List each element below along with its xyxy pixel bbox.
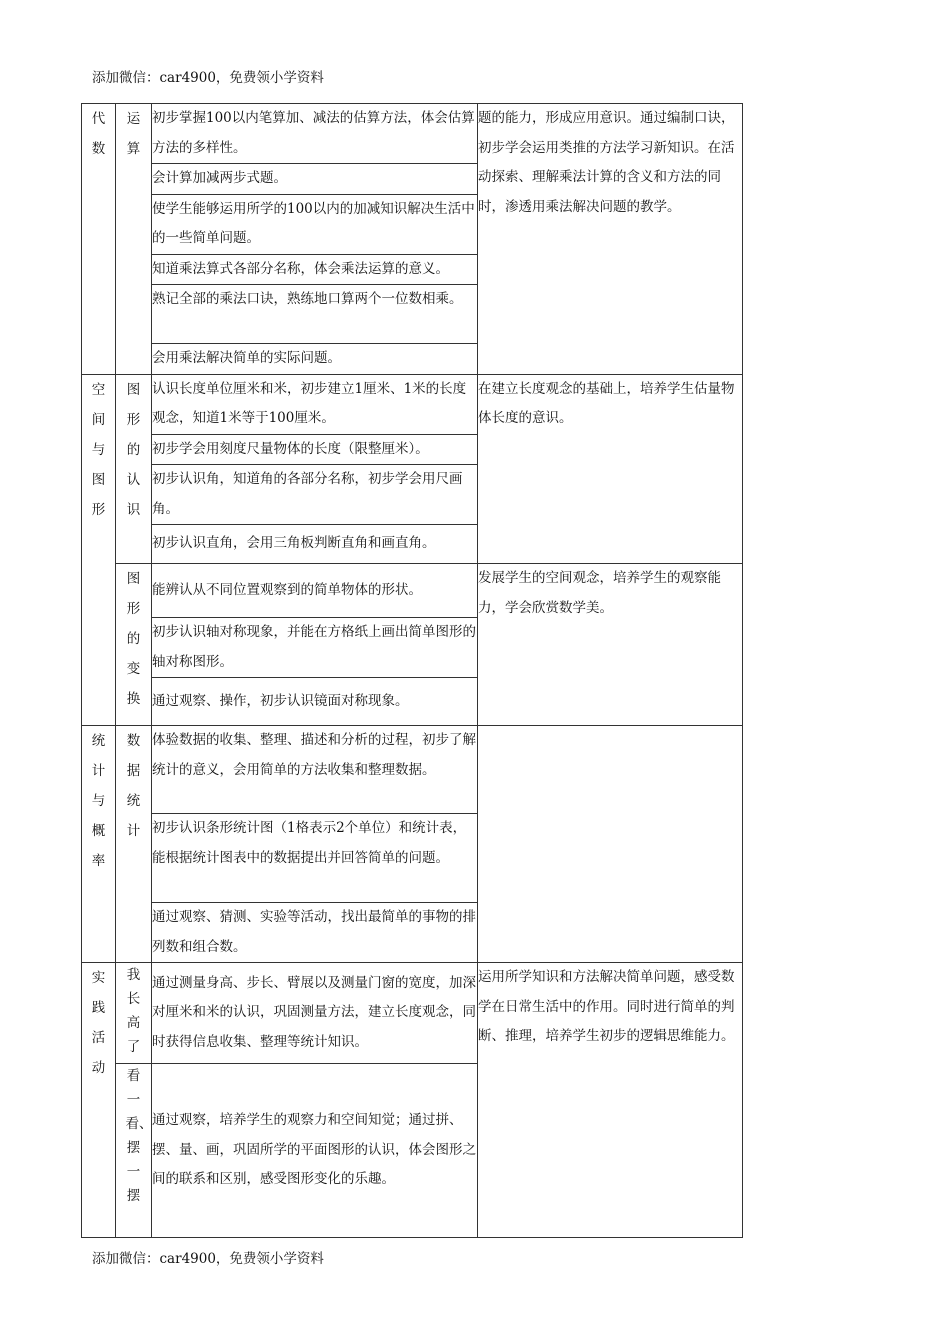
content-item: 通过观察，培养学生的观察力和空间知觉；通过拼、摆、量、画，巩固所学的平面图形的认识，体会图形之间的联系和区别，感受图形变化的乐趣。: [152, 1064, 478, 1238]
content-item: 会用乘法解决简单的实际问题。: [152, 344, 478, 375]
content-item: 使学生能够运用所学的100以内的加减知识解决生活中的一些简单问题。: [152, 194, 478, 254]
category-cell: 实践活动: [82, 963, 116, 1238]
content-item: 初步认识角，知道角的各部分名称，初步学会用尺画角。: [152, 465, 478, 525]
subcategory-cell: 图形的变换: [116, 564, 152, 726]
content-item: 初步认识条形统计图（1格表示2个单位）和统计表，能根据统计图表中的数据提出并回答简单的问题。: [152, 814, 478, 903]
table-row: [82, 104, 743, 164]
goal-cell: [478, 726, 743, 963]
content-item: 初步认识轴对称现象，并能在方格纸上画出简单图形的轴对称图形。: [152, 618, 478, 678]
goal-cell: 发展学生的空间观念，培养学生的观察能力，学会欣赏数学美。: [478, 564, 743, 726]
header-note: 添加微信：car4900，免费领小学资料: [92, 70, 324, 86]
content-item: 能辨认从不同位置观察到的简单物体的形状。: [152, 564, 478, 618]
content-item: 知道乘法算式各部分名称，体会乘法运算的意义。: [152, 254, 478, 285]
table-row: [82, 726, 743, 814]
content-item: 熟记全部的乘法口诀，熟练地口算两个一位数相乘。: [152, 285, 478, 344]
category-cell: 统计与概率: [82, 726, 116, 963]
table-row: [82, 374, 743, 434]
subcategory-cell: 图形的认识: [116, 374, 152, 564]
subcategory-cell: 看一看、摆一摆: [116, 1064, 152, 1238]
table-row: [82, 564, 743, 618]
content-item: 通过测量身高、步长、臂展以及测量门窗的宽度，加深对厘米和米的认识，巩固测量方法，建立长度观念，同时获得信息收集、整理等统计知识。: [152, 963, 478, 1064]
content-item: 通过观察、操作，初步认识镜面对称现象。: [152, 678, 478, 726]
content-item: 体验数据的收集、整理、描述和分析的过程，初步了解统计的意义，会用简单的方法收集和整理数据。: [152, 726, 478, 814]
subcategory-cell: 运算: [116, 104, 152, 375]
category-cell: 代数: [82, 104, 116, 375]
subcategory-cell: 数据统计: [116, 726, 152, 963]
content-item: 通过观察、猜测、实验等活动，找出最简单的事物的排列数和组合数。: [152, 903, 478, 963]
subcategory-cell: 我长高了: [116, 963, 152, 1064]
content-item: 初步学会用刻度尺量物体的长度（限整厘米）。: [152, 434, 478, 465]
content-item: 认识长度单位厘米和米，初步建立1厘米、1米的长度观念，知道1米等于100厘米。: [152, 374, 478, 434]
footer-note: 添加微信：car4900，免费领小学资料: [92, 1251, 324, 1267]
category-cell: 空间与图形: [82, 374, 116, 726]
goal-cell: 在建立长度观念的基础上，培养学生估量物体长度的意识。: [478, 374, 743, 564]
content-item: 会计算加减两步式题。: [152, 164, 478, 195]
content-item: 初步认识直角，会用三角板判断直角和画直角。: [152, 525, 478, 564]
table-row: [82, 963, 743, 1064]
curriculum-table: [81, 103, 743, 1238]
content-item: 初步掌握100以内笔算加、减法的估算方法，体会估算方法的多样性。: [152, 104, 478, 164]
goal-cell: 题的能力，形成应用意识。通过编制口诀，初步学会运用类推的方法学习新知识。在活动探索、理解乘法计算的含义和方法的同时，渗透用乘法解决问题的教学。: [478, 104, 743, 375]
goal-cell: 运用所学知识和方法解决简单问题，感受数学在日常生活中的作用。同时进行简单的判断、推理，培养学生初步的逻辑思维能力。: [478, 963, 743, 1238]
